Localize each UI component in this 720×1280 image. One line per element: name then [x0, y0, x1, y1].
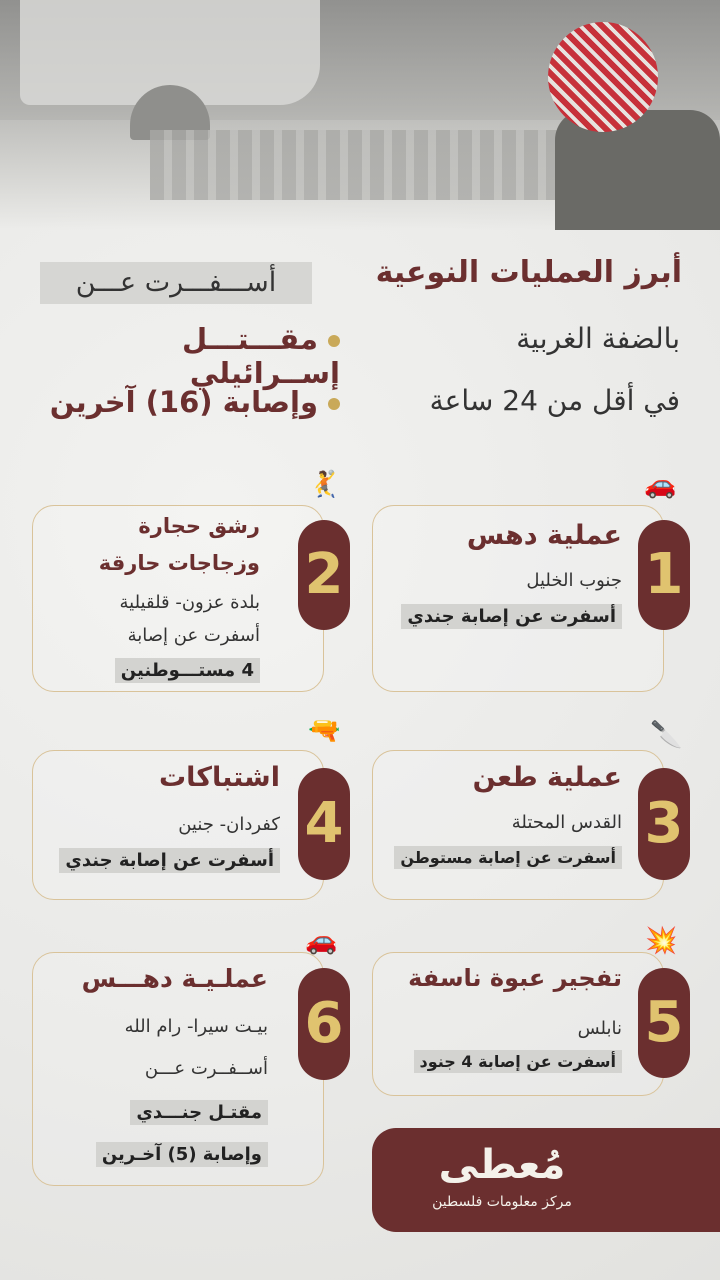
brand-name: مُعطى [438, 1142, 566, 1188]
hero-photo [0, 0, 720, 230]
explosion-icon: 💥 [645, 926, 678, 956]
card-6-result-intro: أســفــرت عـــن [144, 1058, 268, 1079]
bullet-icon [328, 398, 340, 410]
card-3-title: عملية طعن [472, 762, 622, 793]
card-2-title: رشق حجارة [138, 514, 260, 538]
card-5-number: 5 [638, 968, 690, 1078]
card-5-location: نابلس [577, 1018, 622, 1039]
hero-wall [150, 130, 570, 200]
card-6-title: عملـيـة دهـــس [81, 964, 268, 993]
card-5-title: تفجير عبوة ناسفة [408, 964, 622, 992]
card-4-title: اشتباكات [159, 762, 280, 793]
hero-person-body [555, 110, 720, 230]
rifleman-icon: 🔫 [308, 716, 341, 746]
car-crash-icon: 🚗 [644, 470, 677, 500]
summary-injured-text: وإصابة (16) آخرين [49, 385, 318, 419]
page-title: أبرز العمليات النوعية [375, 255, 682, 290]
card-2-title-2: وزجاجات حارقة [98, 551, 260, 575]
brand-subtitle: مركز معلومات فلسطين [432, 1194, 572, 1210]
card-6-result: مقتـل جنـــدي [130, 1100, 268, 1125]
card-4-number: 4 [298, 768, 350, 880]
card-1-result: أسفرت عن إصابة جندي [401, 604, 622, 629]
card-4-location: كفردان- جنين [178, 814, 280, 835]
stone-thrower-icon: 🤾 [308, 470, 341, 500]
card-6-location: بيـت سيرا- رام الله [124, 1016, 268, 1037]
card-3-result: أسفرت عن إصابة مستوطن [394, 846, 622, 869]
card-1-title: عملية دهس [466, 520, 622, 551]
card-1-number: 1 [638, 520, 690, 630]
card-2-result: 4 مستـــوطنين [115, 658, 260, 683]
summary-killed [40, 322, 340, 390]
card-6-result-2: وإصابة (5) آخـرين [96, 1142, 268, 1167]
subtitle-region: بالضفة الغربية [516, 322, 680, 355]
car-crash-icon: 🚗 [305, 926, 338, 956]
summary-injured [40, 385, 340, 419]
card-4-result: أسفرت عن إصابة جندي [59, 848, 280, 873]
card-1-location: جنوب الخليل [526, 570, 622, 591]
hero-keffiyeh [548, 22, 658, 132]
card-6-number: 6 [298, 968, 350, 1080]
card-2-result-intro: أسفرت عن إصابة [127, 625, 260, 646]
card-5-result: أسفرت عن إصابة 4 جنود [414, 1050, 622, 1073]
card-3-location: القدس المحتلة [511, 812, 622, 833]
subtitle-time: في أقل من 24 ساعة [429, 384, 680, 417]
bullet-icon [328, 335, 340, 347]
card-3-number: 3 [638, 768, 690, 880]
card-2-location: بلدة عزون- قلقيلية [119, 592, 260, 613]
summary-heading: أســـفـــرت عـــن [40, 262, 312, 304]
summary-killed-text: مقـــتـــل إســرائيلي [181, 322, 340, 390]
brand-logo [372, 1128, 720, 1232]
knife-icon: 🔪 [650, 720, 683, 750]
card-2-number: 2 [298, 520, 350, 630]
